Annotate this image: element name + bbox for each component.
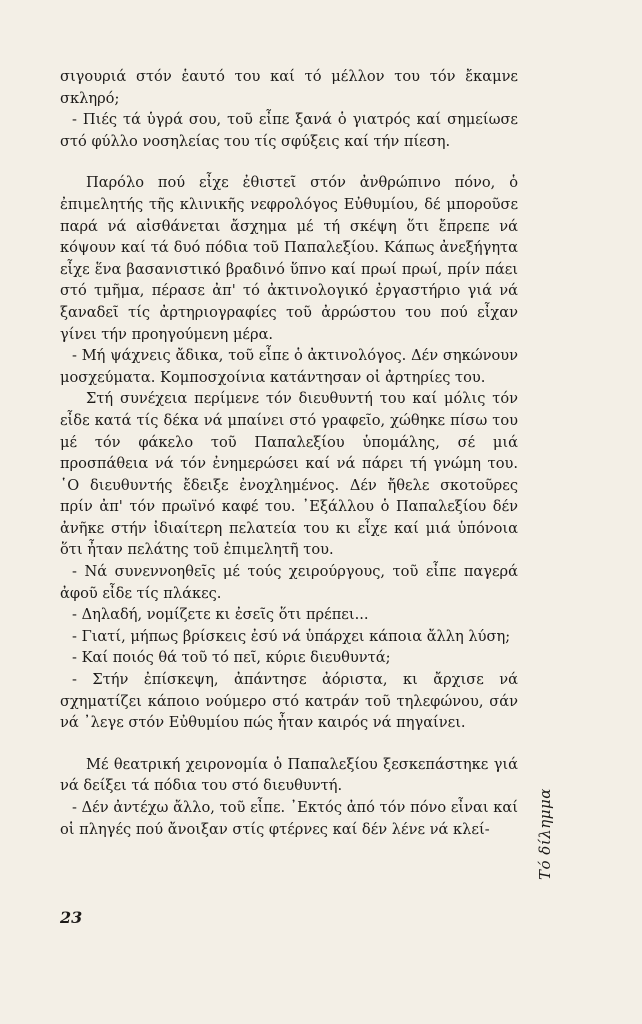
paragraph: Στή συνέχεια περίμενε τόν διευθυντή του καί μόλις τόν εἶδε κατά τίς δέκα νά μπαίνει στό γραφεῖο, χώθηκε πίσω του μέ τόν φάκελο τοῦ Παπαλεξίου ὑπομάλης, σέ μιά προσπάθεια νά τόν ἐνημερώσει καί νά πάρει τή γνώμη του. ῾Ο διευθυντής ἔδειξε ἐνοχλημένος. Δέν ἤθελε σκοτοῦρες πρίν ἀπ' τόν πρωϊνό καφέ του. ᾿Εξάλλου ὁ Παπαλεξίου δέν ἀνῆκε στήν ἰδιαίτερη πελατεία του κι εἶχε καί μιά ὑπόνοια ὅτι ἦταν πελάτης τοῦ ἐπιμελητῆ του. — [60, 390, 518, 559]
section-gap — [60, 152, 518, 172]
dialogue-line: - Δηλαδή, νομίζετε κι ἐσεῖς ὅτι πρέπει... — [72, 606, 369, 624]
paragraph: Μέ θεατρική χειρονομία ὁ Παπαλεξίου ξεσκεπάστηκε γιά νά δείξει τά πόδια του στό διευθυντή. — [60, 755, 518, 795]
paragraph: Παρόλο πού εἶχε ἐθιστεῖ στόν ἀνθρώπινο πόνο, ὁ ἐπιμελητής τῆς κλινικῆς νεφρολόγος Εὐθυμίου, δέ μποροῦσε παρά νά αἰσθάνεται ἄσχημα μέ τή σκέψη ὅτι ἔπρεπε νά κόψουν καί τά δυό πόδια τοῦ Παπαλεξίου. Κάπως ἀνεξήγητα εἶχε ἕνα βασανιστικό βραδινό ὕπνο καί πρωί πρωί, πρίν πάει στό τμῆμα, πέρασε ἀπ' τό ἀκτινολογικό ἐργαστήριο γιά νά ξαναδεῖ τίς ἀρτηριογραφίες τοῦ ἀρρώστου του πού εἶχαν γίνει τήν προηγούμενη μέρα. — [60, 174, 518, 343]
dialogue-line: - Στήν ἐπίσκεψη, ἀπάντησε ἀόριστα, κι ἄρχισε νά σχηματίζει κάποιο νούμερο στό κατράν τοῦ τηλεφώνου, σάν νά ᾿λεγε στόν Εὐθυμίου πώς ἦταν καιρός νά πηγαίνει. — [60, 671, 518, 732]
dialogue-line: - Νά συνεννοηθεῖς μέ τούς χειρούργους, τοῦ εἶπε παγερά ἀφοῦ εἶδε τίς πλάκες. — [60, 563, 518, 602]
paragraph-continuation: σιγουριά στόν ἑαυτό του καί τό μέλλον του τόν ἔκαμνε σκληρό; — [60, 68, 518, 107]
dialogue-line: - Γιατί, μήπως βρίσκεις ἐσύ νά ὑπάρχει κάποια ἄλλη λύση; — [72, 627, 511, 645]
body-text — [60, 66, 518, 840]
dialogue-line: - Μή ψάχνεις ἄδικα, τοῦ εἶπε ὁ ἀκτινολόγος. Δέν σηκώνουν μοσχεύματα. Κομποσχοίνια κατάντησαν οἱ ἀρτηρίες του. — [60, 347, 518, 386]
dialogue-line: - Πιές τά ὑγρά σου, τοῦ εἶπε ξανά ὁ γιατρός καί σημείωσε στό φύλλο νοσηλείας του τίς σφύξεις καί τήν πίεση. — [60, 111, 518, 150]
dialogue-line: - Δέν ἀντέχω ἄλλο, τοῦ εἶπε. ᾿Εκτός ἀπό τόν πόνο εἶναι καί οἱ πληγές πού ἄνοιξαν στίς φτέρνες καί δέν λένε νά κλεί- — [60, 799, 518, 838]
running-title: Τό δίλημμα — [536, 788, 554, 880]
section-gap — [60, 734, 518, 754]
dialogue-line: - Καί ποιός θά τοῦ τό πεῖ, κύριε διευθυντά; — [72, 649, 391, 667]
page-number: 23 — [60, 908, 83, 927]
